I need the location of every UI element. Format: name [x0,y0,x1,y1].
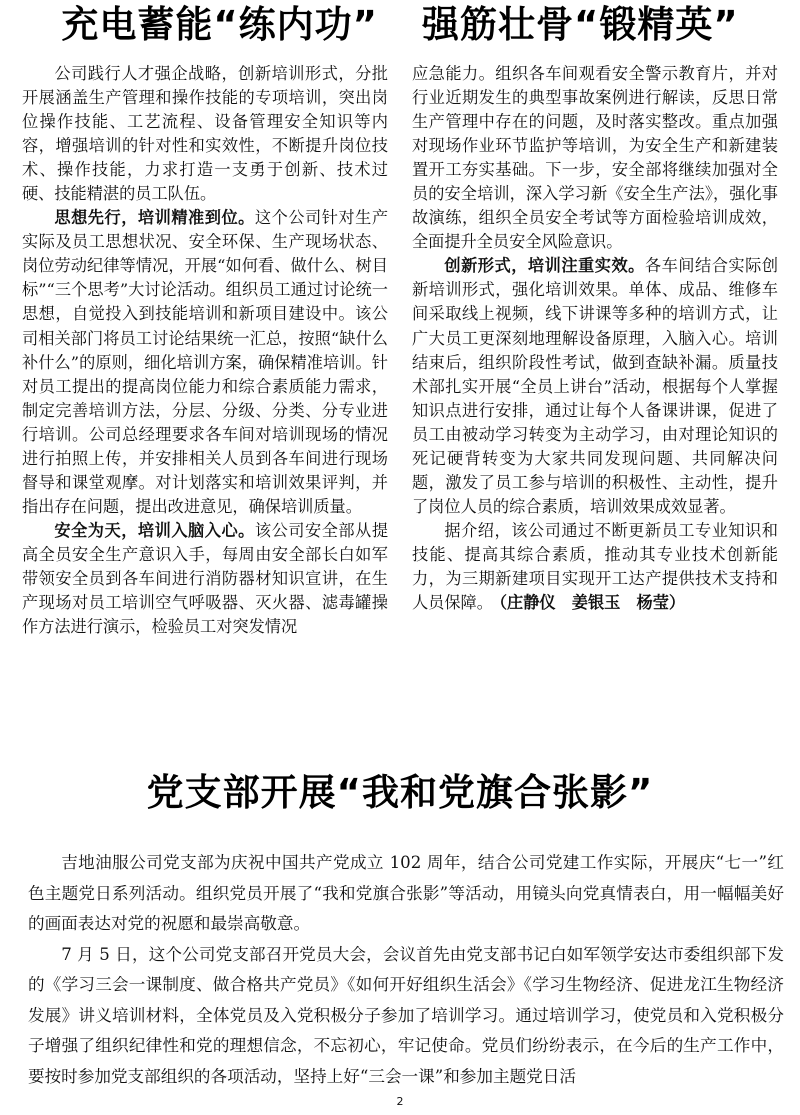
article1-section1 [22,206,388,519]
article1-right-column [412,62,778,615]
closing-text: 据介绍，该公司通过不断更新员工专业知识和技能、提高其综合素质，推动其专业技术创新能力，为三期新建项目实现开工达产提供技术支持和人员保障。 [412,520,778,613]
section1-lead: 思想先行，培训精准到位。 [54,208,255,228]
section2-lead: 安全为天，培训入脑入心。 [54,520,255,540]
article1-title-part2: 强筋壮骨“锻精英” [422,3,739,46]
article1-byline: （庄静仪 姜银玉 杨莹） [498,593,686,613]
section3-lead: 创新形式，培训注重实效。 [444,256,645,276]
article2-paragraph-2: 7 月 5 日，这个公司党支部召开党员大会，会议首先由党支部书记白如军领学安达市委组织部下发的《学习三会一课制度、做合格共产党员》《如何开好组织生活会》《学习生物经济、促进龙江生物经济发展》讲义培训材料，全体党员及入党积极分子参加了培训学习。通过培训学习，使党员和入党积极分子增强了组织纪律性和党的理想信念，不忘初心，牢记使命。党员们纷纷表示，在今后的生产工作中，要按时参加党支部组织的各项活动，坚持上好“三会一课”和参加主题党日活 [28,944,784,1086]
section2-body-part1: 该公司安全部从提高全员安全生产意识入手，每周由安全部长白如军带领安全员到各车间进行消防器材知识宣讲，在生产现场对员工培训空气呼吸器、灭火器、滤毒罐操作方法进行演示，检验员工对突发情况 [22,520,389,637]
article1-section2-part1 [22,519,388,639]
article2-paragraph-1: 吉地油服公司党支部为庆祝中国共产党成立 102 周年，结合公司党建工作实际，开展庆“七一”红色主题党日系列活动。组织党员开展了“我和党旗合张影”等活动，用镜头向党真情表白，用一幅幅美好的画面表达对党的祝愿和最崇高敬意。 [28,853,784,933]
section3-body: 各车间结合实际创新培训形式，强化培训效果。单体、成品、维修车间采取线上视频，线下讲课等多种的培训方式，让广大员工更深刻地理解设备原理，入脑入心。培训结束后，组织阶段性考试，做到查缺补漏。质量技术部扎实开展“全员上讲台”活动，根据每个人掌握知识点进行安排，通过让每个人备课讲课，促进了员工由被动学习转变为主动学习，由对理论知识的死记硬背转变为大家共同发现问题、共同解决问题，激发了员工参与培训的积极性、主动性，提升了岗位人员的综合素质，培训效果成效显著。 [412,256,779,516]
article1-section2-part2: 应急能力。组织各车间观看安全警示教育片，并对行业近期发生的典型事故案例进行解读，反思日常生产管理中存在的问题，及时落实整改。重点加强对现场作业环节监护等培训，为安全生产和新建装置开工夯实基础。下一步，安全部将继续加强对全员的安全培训，深入学习新《安全生产法》，强化事故演练，组织全员安全考试等方面检验培训成效，全面提升全员安全风险意识。 [412,64,778,252]
article1-left-column [22,62,388,639]
article1-closing [412,519,778,615]
article1-headline [0,2,800,48]
page-number: 2 [396,1095,404,1108]
article1-title-part1: 充电蓄能“练内功” [61,3,378,46]
article1-section3 [412,254,778,519]
article1-intro: 公司践行人才强企战略，创新培训形式，分批开展涵盖生产管理和操作技能的专项培训，突出岗位操作技能、工艺流程、设备管理安全知识等内容，增强培训的针对性和实效性，不断提升岗位技术、操作技能，力求打造一支勇于创新、技术过硬、技能精湛的员工队伍。 [22,64,388,204]
article2-body [28,848,784,1092]
article2-headline: 党支部开展“我和党旗合张影” [146,771,654,814]
section1-body: 这个公司针对生产实际及员工思想状况、安全环保、生产现场状态、岗位劳动纪律等情况，开展“如何看、做什么、树目标”“三个思考”大讨论活动。组织员工通过讨论统一思想，自觉投入到技能培训和新项目建设中。该公司相关部门将员工讨论结果统一汇总，按照“缺什么补什么”的原则，细化培训方案，确保精准培训。针对员工提出的提高岗位能力和综合素质能力需求，制定完善培训方法，分层、分级、分类、分专业进行培训。公司总经理要求各车间对培训现场的情况进行拍照上传，并安排相关人员到各车间进行现场督导和课堂观摩。对计划落实和培训效果评判，并指出存在问题，提出改进意见，确保培训质量。 [22,208,389,516]
